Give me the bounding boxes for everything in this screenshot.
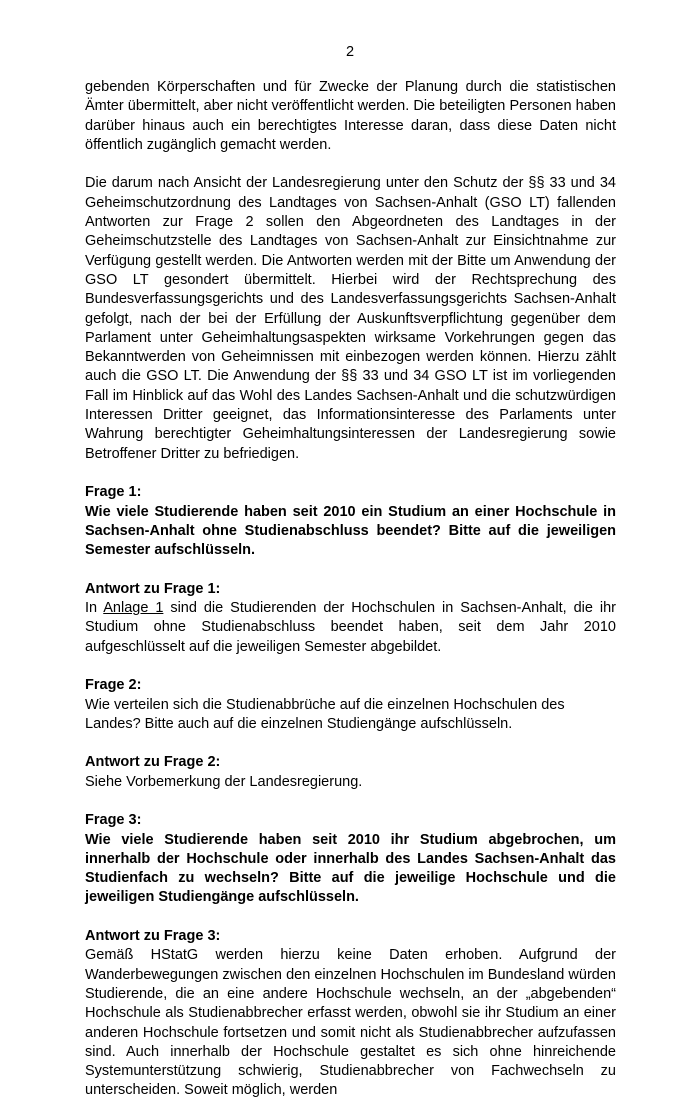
answer-1-heading: Antwort zu Frage 1: (85, 580, 221, 597)
question-3-text: Wie viele Studierende haben seit 2010 ihr Studium abgebrochen, um innerhalb der Hochschule oder innerhalb des Landes Sachsen-Anhalt das Studienfach zu wechseln? Bitte auf die jeweilige Hochschule und die jeweiligen Studiengänge aufschlüsseln. (85, 831, 616, 906)
answer-1-text (85, 599, 616, 657)
answer-3-block (85, 927, 616, 1101)
answer-2-block (85, 753, 616, 792)
question-2-block (85, 676, 616, 734)
question-2-text: Wie verteilen sich die Studienabbrüche auf die einzelnen Hochschulen des Landes? Bitte auch auf die einzelnen Studiengänge aufschlüsseln. (85, 696, 565, 732)
answer-1-block (85, 580, 616, 657)
answer-1-body: sind die Studierenden der Hochschulen in Sachsen-Anhalt, die ihr Studium ohne Studienabschluss beendet haben, seit dem Jahr 2010 aufgeschlüsselt auf die jeweiligen Semester abgebildet. (85, 600, 616, 655)
intro-paragraph-2: Die darum nach Ansicht der Landesregierung unter den Schutz der §§ 33 und 34 Geheimschutzordnung des Landtages von Sachsen-Anhalt (GSO LT) fallenden Antworten zur Frage 2 sollen den Abgeordneten des Landtages in der Geheimschutzstelle des Landtages von Sachsen-Anhalt zur Einsichtnahme zur Verfügung gestellt werden. Die Antworten werden mit der Bitte um Anwendung der GSO LT gesondert übermittelt. Hierbei wird der Rechtsprechung des Bundesverfassungsgerichts und des Landesverfassungsgerichts Sachsen-Anhalt gefolgt, nach der bei der Erfüllung der Auskunftsverpflichtung gegenüber dem Parlament unter Geheimhaltungsaspekten wirksame Vorkehrungen gegen das Bekanntwerden von Geheimnissen mit einbezogen werden können. Hierzu zählt auch die GSO LT. Die Anwendung der §§ 33 und 34 GSO LT ist im vorliegenden Fall im Hinblick auf das Wohl des Landes Sachsen-Anhalt und die schutzwürdigen Interessen Dritter geeignet, das Informationsinteresse des Parlaments unter Wahrung berechtigter Geheimhaltungsinteressen der Landesregierung sowie Betroffener Dritter zu befriedigen. (85, 175, 616, 462)
question-1-heading: Frage 1: (85, 484, 142, 501)
answer-2-text: Siehe Vorbemerkung der Landesregierung. (85, 773, 363, 790)
question-3-block (85, 811, 616, 907)
question-1-block (85, 483, 616, 560)
answer-3-heading: Antwort zu Frage 3: (85, 928, 221, 945)
anlage-1-link[interactable]: Anlage 1 (103, 600, 164, 617)
question-2-heading: Frage 2: (85, 677, 142, 694)
answer-1-prefix: In (85, 600, 104, 617)
intro-paragraph-1: gebenden Körperschaften und für Zwecke der Planung durch die statistischen Ämter übermittelt, aber nicht veröffentlicht werden. Die beteiligten Personen haben darüber hinaus auch ein berechtigtes Interesse daran, dass diese Daten nicht öffentlich zugänglich gemacht werden. (85, 79, 616, 153)
page-number: 2 (345, 44, 355, 60)
answer-2-heading: Antwort zu Frage 2: (85, 754, 221, 771)
answer-3-text: Gemäß HStatG werden hierzu keine Daten erhoben. Aufgrund der Wanderbewegungen zwischen den einzelnen Hochschulen im Bundesland würden Studierende, die an eine andere Hochschule wechseln, an der „abgebenden“ Hochschule als Studienabbrecher erfasst werden, obwohl sie ihr Studium an einer anderen Hochschule fortsetzen und somit nicht als Studienabbrecher aufzufassen sind. Auch innerhalb der Hochschule gestaltet es sich ohne hinreichende Systemunterstützung schwierig, Studienabbrecher von Fachwechseln zu unterscheiden. Soweit möglich, werden (85, 947, 616, 1099)
question-3-heading: Frage 3: (85, 812, 142, 829)
question-1-text: Wie viele Studierende haben seit 2010 ein Studium an einer Hochschule in Sachsen-Anhalt ohne Studienabschluss beendet? Bitte auf die jeweiligen Semester aufschlüsseln. (85, 503, 616, 559)
document-body (85, 78, 616, 1120)
